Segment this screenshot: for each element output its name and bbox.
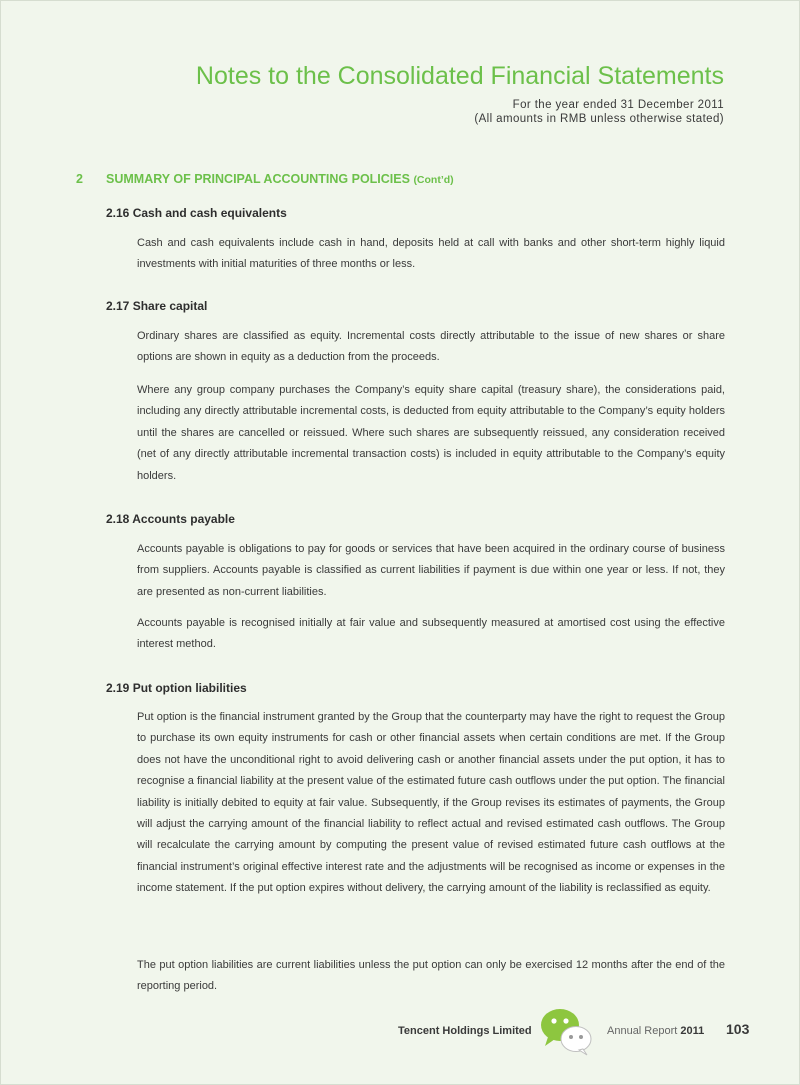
subtitle-currency-note: (All amounts in RMB unless otherwise stated)	[474, 113, 724, 125]
page-title: Notes to the Consolidated Financial Statements	[195, 62, 724, 90]
paragraph-2-19-2: The put option liabilities are current liabilities unless the put option can only be exercised 12 months after the end of the reporting period.	[137, 959, 725, 993]
subsection-heading-2-17: 2.17 Share capital	[106, 299, 208, 313]
wechat-logo-icon	[536, 1004, 596, 1056]
section-continued-label: (Cont’d)	[413, 174, 454, 186]
section-heading	[76, 172, 454, 186]
paragraph-2-18-1: Accounts payable is obligations to pay for goods or services that have been acquired in the ordinary course of business from suppliers. Accounts payable is classified as current liabilities if payment is due within one year or less. If not, they are presented as non-current liabilities.	[137, 543, 725, 598]
section-title: SUMMARY OF PRINCIPAL ACCOUNTING POLICIES	[106, 172, 410, 186]
paragraph-2-17-1: Ordinary shares are classified as equity. Incremental costs directly attributable to the issue of new shares or share options are shown in equity as a deduction from the proceeds.	[137, 330, 725, 364]
footer-report-text: Annual Report	[607, 1025, 678, 1037]
subsection-heading-2-18: 2.18 Accounts payable	[106, 512, 235, 526]
paragraph-2-19-1: Put option is the financial instrument granted by the Group that the counterparty may have the right to request the Group to purchase its own equity instruments for cash or other financial assets when certain conditions are met. If the Group does not have the unconditional right to avoid delivering cash or another financial assets under the put option, it has to recognise a financial liability at the present value of the estimated future cash outflows under the put option. The financial liability is initially debited to equity at fair value. Subsequently, if the Group revises its estimates of payments, the Group will adjust the carrying amount of the financial liability to reflect actual and revised estimated cash outflows. The Group will recalculate the carrying amount by computing the present value of revised estimated future cash outflows at the financial instrument’s original effective interest rate and the adjustments will be recognised as income or expenses in the income statement. If the put option expires without delivery, the carrying amount of the liability is reclassified as equity.	[137, 711, 725, 895]
subtitle-period: For the year ended 31 December 2011	[512, 99, 724, 111]
section-number: 2	[76, 172, 83, 186]
subsection-heading-2-19: 2.19 Put option liabilities	[106, 681, 247, 695]
paragraph-2-18-2: Accounts payable is recognised initially at fair value and subsequently measured at amortised cost using the effective interest method.	[137, 617, 725, 651]
page-subtitle	[474, 98, 724, 126]
paragraph-2-16-1: Cash and cash equivalents include cash in hand, deposits held at call with banks and other short-term highly liquid investments with initial maturities of three months or less.	[137, 237, 725, 271]
footer-report-year: 2011	[680, 1025, 705, 1037]
footer-company-name: Tencent Holdings Limited	[398, 1025, 532, 1037]
footer-report-label	[607, 1025, 704, 1037]
subsection-heading-2-16: 2.16 Cash and cash equivalents	[106, 206, 287, 220]
page-number: 103	[726, 1021, 750, 1037]
paragraph-2-17-2: Where any group company purchases the Company’s equity share capital (treasury share), the considerations paid, including any directly attributable incremental costs, is deducted from equity attributable to the Company’s equity holders until the shares are cancelled or reissued. Where such shares are subsequently reissued, any consideration received (net of any directly attributable incremental transaction costs) is included in equity attributable to the Company’s equity holders.	[137, 384, 725, 482]
